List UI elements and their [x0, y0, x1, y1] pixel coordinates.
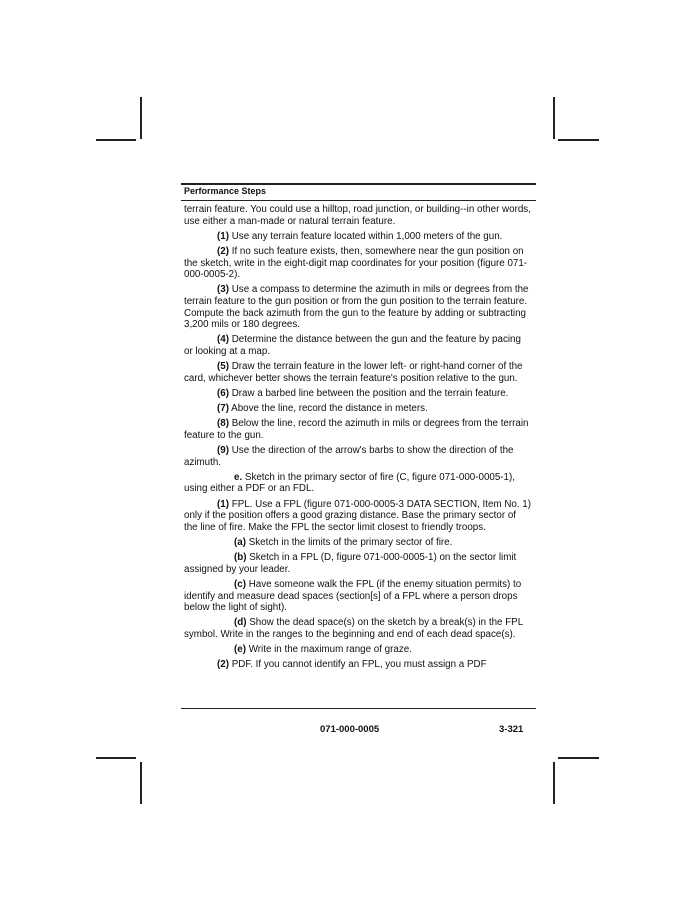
substep-d: [184, 617, 532, 640]
step-text: Have someone walk the FPL (if the enemy situation permits) to identify and measure dead spaces (section[s] of a FPL where a person drops below the light of sight).: [184, 578, 522, 614]
task-number: 071-000-0005: [320, 724, 380, 735]
step-text: PDF. If you cannot identify an FPL, you must assign a PDF: [231, 659, 487, 671]
footer-rule: [181, 708, 536, 709]
step-6: [184, 388, 532, 400]
paragraph-continuation: terrain feature. You could use a hilltop, road junction, or building--in other words, use either a man-made or natural terrain feature.: [184, 204, 531, 227]
substep-c: [184, 579, 532, 614]
step-number: (1): [217, 498, 229, 510]
crop-mark-bottom-right-vertical: [553, 762, 555, 804]
step-text: Write in the maximum range of graze.: [248, 644, 412, 656]
crop-mark-bottom-left-horizontal: [96, 757, 136, 759]
step-number: (2): [217, 245, 229, 257]
crop-mark-top-left-horizontal: [96, 139, 136, 141]
step-number: (7): [217, 403, 229, 415]
step-number: (3): [217, 284, 229, 296]
performance-steps-body: [184, 204, 532, 674]
substep-2-pdf: [184, 659, 532, 671]
step-5: [184, 361, 532, 384]
step-number: (2): [217, 659, 229, 671]
step-number: e.: [234, 471, 243, 483]
substep-e: [184, 644, 532, 656]
step-number: (c): [234, 578, 246, 590]
step-number: (4): [217, 334, 229, 346]
crop-mark-bottom-right-horizontal: [558, 757, 599, 759]
step-text: Above the line, record the distance in meters.: [231, 403, 428, 415]
step-text: Sketch in a FPL (D, figure 071-000-0005-1) on the sector limit assigned by your leader.: [184, 552, 517, 575]
step-text: Use any terrain feature located within 1,000 meters of the gun.: [231, 230, 503, 242]
substep-b: [184, 552, 532, 575]
step-text: Use the direction of the arrow's barbs to show the direction of the azimuth.: [184, 445, 514, 468]
step-text: FPL. Use a FPL (figure 071-000-0005-3 DATA SECTION, Item No. 1) only if the position offers a good grazing distance. Base the primary sector of the line of fire. Make the FPL the sector limit closest to friendly troops.: [184, 498, 532, 533]
header-rule: [181, 183, 536, 185]
step-3: [184, 284, 532, 330]
step-1: [184, 231, 532, 243]
step-number: (b): [234, 552, 247, 564]
step-number: (1): [217, 230, 229, 242]
step-text: Determine the distance between the gun and the feature by pacing or looking at a map.: [184, 334, 521, 357]
step-text: Sketch in the primary sector of fire (C, figure 071-000-0005-1), using either a PDF or an FDL.: [184, 471, 515, 495]
header-subrule: [181, 200, 536, 201]
step-number: (a): [234, 536, 246, 548]
step-number: (5): [217, 361, 229, 373]
substep-a: [184, 537, 532, 549]
step-number: (e): [234, 644, 246, 656]
crop-mark-bottom-left-vertical: [140, 762, 142, 804]
step-text: Use a compass to determine the azimuth in mils or degrees from the terrain feature to the gun position or from the gun position to the terrain feature. Compute the back azimuth from the gun to the feature by adding or subtracting 3,200 mils or 180 degrees.: [184, 284, 529, 331]
step-9: [184, 445, 532, 468]
step-text: Show the dead space(s) on the sketch by a break(s) in the FPL symbol. Write in the ranges to the beginning and end of each dead space(s).: [184, 617, 523, 640]
step-number: (d): [234, 617, 247, 629]
step-text: Draw the terrain feature in the lower left- or right-hand corner of the card, whichever better shows the terrain feature's position relative to the gun.: [184, 361, 523, 384]
crop-mark-top-right-vertical: [553, 97, 555, 139]
section-header: Performance Steps: [184, 186, 267, 196]
step-text: Sketch in the limits of the primary sector of fire.: [248, 536, 453, 548]
step-7: [184, 403, 532, 415]
step-text: Draw a barbed line between the position and the terrain feature.: [231, 387, 509, 399]
substep-1-fpl: [184, 499, 532, 534]
page-number: 3-321: [499, 724, 524, 735]
step-text: Below the line, record the azimuth in mils or degrees from the terrain feature to the gun.: [184, 418, 529, 441]
step-8: [184, 418, 532, 441]
crop-mark-top-left-vertical: [140, 97, 142, 139]
crop-mark-top-right-horizontal: [558, 139, 599, 141]
step-number: (9): [217, 445, 229, 457]
step-e: [184, 472, 532, 495]
step-number: (8): [217, 418, 229, 430]
step-2: [184, 246, 532, 281]
step-number: (6): [217, 387, 229, 399]
step-text: If no such feature exists, then, somewhere near the gun position on the sketch, write in the eight-digit map coordinates for your position (figure 071-000-0005-2).: [184, 245, 528, 281]
step-4: [184, 334, 532, 357]
